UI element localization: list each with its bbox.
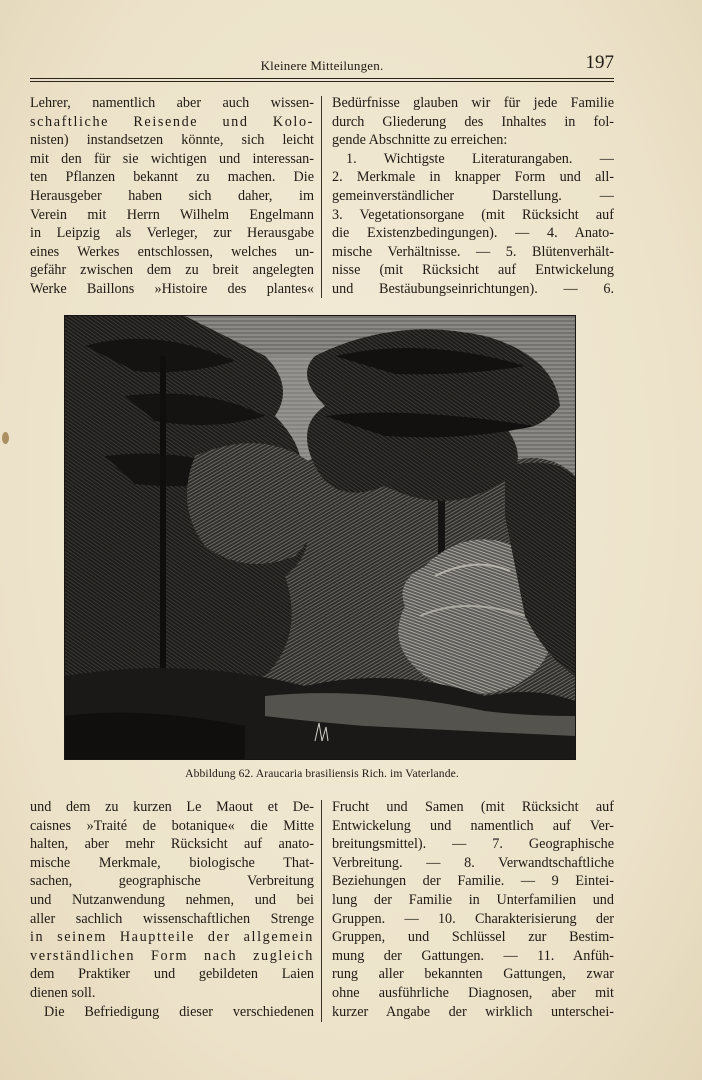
text-line: gemeinverständlicher Darstellung. —	[332, 187, 614, 204]
text-line: nisse (mit Rücksicht auf Entwickelung	[332, 262, 614, 279]
text-line: die Existenzbedingungen). — 4. Anato-	[332, 225, 614, 242]
top-right-column	[332, 94, 614, 299]
text-line: lung der Familie in Unterfamilien und	[332, 891, 614, 908]
figure-caption: Abbildung 62. Araucaria brasiliensis Rich. im Vaterlande.	[185, 767, 459, 780]
header-rule-double	[30, 81, 614, 82]
page-number: 197	[585, 52, 614, 73]
column-divider	[321, 800, 322, 1022]
text-line: mische Verhältnisse. — 5. Blütenverhält-	[332, 243, 614, 260]
text-line: Herausgeber haben sich daher, im	[30, 187, 314, 204]
bottom-left-column	[30, 798, 314, 1021]
text-line: dem Praktiker und gebildeten Laien	[30, 966, 314, 983]
text-line: 3. Vegetationsorgane (mit Rücksicht auf	[332, 206, 614, 223]
text-line: mische Merkmale, biologische That-	[30, 854, 314, 871]
text-line: breitungsmittel). — 7. Geographische	[332, 836, 614, 853]
text-line: Werke Baillons »Histoire des plantes«	[30, 280, 314, 297]
running-title: Kleinere Mitteilungen.	[260, 58, 384, 73]
text-line: nisten) instandsetzen könnte, sich leicht	[30, 132, 314, 149]
text-line: kurzer Angabe der wirklich unterschei-	[332, 1003, 614, 1020]
engraving-illustration	[65, 316, 575, 759]
text-line: rung aller bekannten Gattungen, zwar	[332, 966, 614, 983]
text-line: und Nutzanwendung nehmen, und bei	[30, 891, 314, 908]
text-line: caisnes »Traité de botanique« die Mitte	[30, 817, 314, 834]
bottom-right-column	[332, 798, 614, 1021]
paper-stain	[2, 432, 9, 444]
text-line: mung der Gattungen. — 11. Anfüh-	[332, 947, 614, 964]
text-line: in seinem Hauptteile der allgemein	[30, 929, 314, 946]
column-divider	[321, 96, 322, 298]
text-line: durch Gliederung des Inhaltes in fol-	[332, 113, 614, 130]
text-line: eines Werkes entschlossen, welches un-	[30, 243, 314, 260]
text-line: dienen soll.	[30, 984, 96, 1001]
text-line: Gruppen, und Schlüssel zur Bestim-	[332, 929, 614, 946]
text-line: Frucht und Samen (mit Rücksicht auf	[332, 799, 614, 815]
header-rule	[30, 78, 614, 79]
text-line: und dem zu kurzen Le Maout et De-	[30, 799, 314, 815]
running-header	[30, 54, 614, 78]
text-line: Entwickelung und namentlich auf Ver-	[332, 817, 614, 834]
text-line: halten, aber mehr Rücksicht auf anato-	[30, 836, 314, 853]
text-line: Lehrer, namentlich aber auch wissen-	[30, 95, 314, 111]
text-line: 1. Wichtigste Literaturangaben. —	[346, 150, 614, 167]
text-line: schaftliche Reisende und Kolo-	[30, 113, 314, 130]
text-line: ohne ausführliche Diagnosen, aber mit	[332, 984, 614, 1001]
text-line: mit den für sie wichtigen und interessan-	[30, 150, 314, 167]
text-line: Bedürfnisse glauben wir für jede Familie	[332, 95, 614, 111]
text-line: gefähr zwischen dem zu breit angelegten	[30, 262, 314, 279]
text-line: ten Pflanzen bekannt zu machen. Die	[30, 169, 314, 186]
text-line: Gruppen. — 10. Charakterisierung der	[332, 910, 614, 927]
text-line: Verbreitung. — 8. Verwandtschaftliche	[332, 854, 614, 871]
text-line: sachen, geographische Verbreitung	[30, 873, 314, 890]
text-line: Die Befriedigung dieser verschiedenen	[44, 1003, 314, 1020]
text-line: und Bestäubungseinrichtungen). — 6.	[332, 280, 614, 297]
text-line: Beziehungen der Familie. — 9 Eintei-	[332, 873, 614, 890]
text-line: in Leipzig als Verleger, zur Herausgabe	[30, 225, 314, 242]
text-line: aller sachlich wissenschaftlichen Strenge	[30, 910, 314, 927]
text-line: gende Abschnitte zu erreichen:	[332, 132, 508, 149]
forest-engraving	[64, 315, 576, 760]
text-line: 2. Merkmale in knapper Form und all-	[332, 169, 614, 186]
text-line: verständlichen Form nach zugleich	[30, 947, 314, 964]
text-line: Verein mit Herrn Wilhelm Engelmann	[30, 206, 314, 223]
top-left-column	[30, 94, 314, 299]
